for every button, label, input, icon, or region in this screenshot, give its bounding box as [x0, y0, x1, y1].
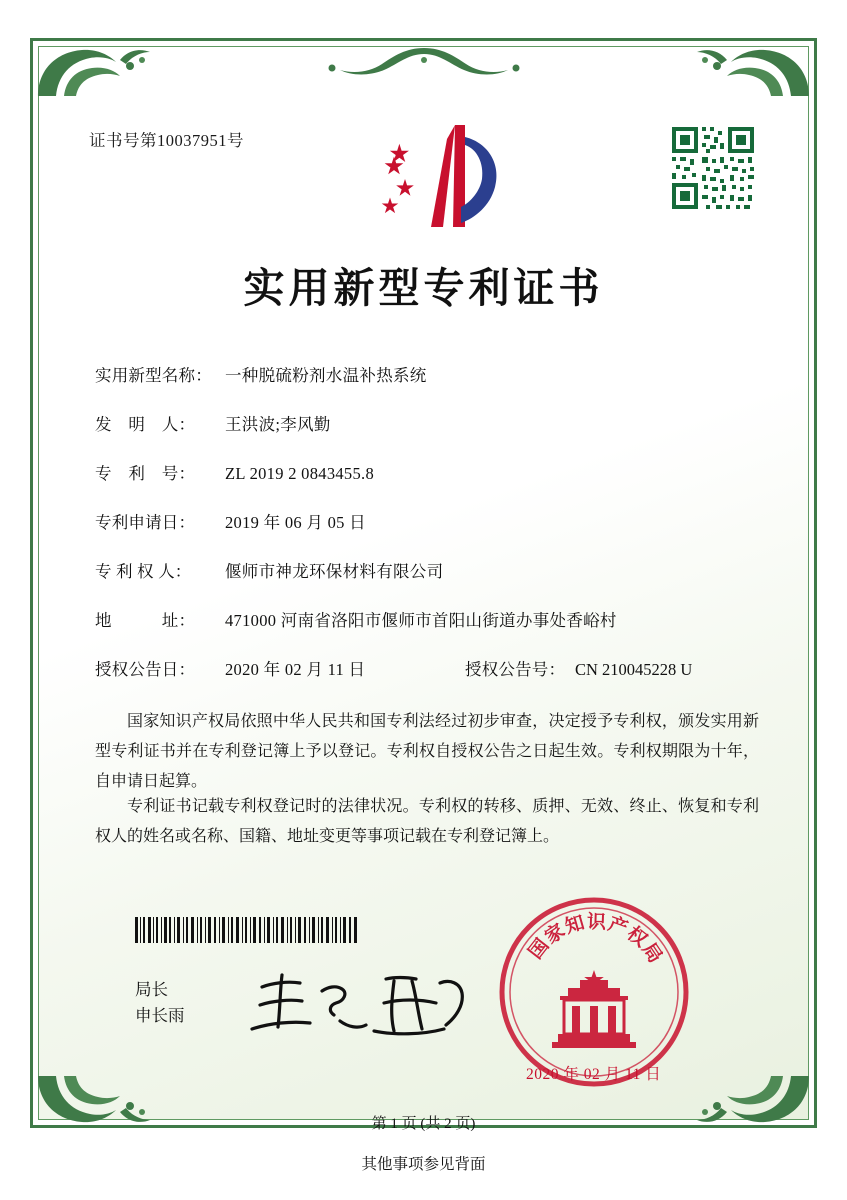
- svg-text:家: 家: [540, 919, 569, 949]
- field-label: 授权公告日：: [95, 660, 196, 679]
- footnote: 其他事项参见背面: [361, 1156, 486, 1173]
- legal-paragraph-1: 国家知识产权局依照中华人民共和国专利法经过初步审查，决定授予专利权，颁发实用新型专利证书并在专利登记簿上予以登记。专利权自授权公告之日起生效。专利权期限为十年，自申请日起算。: [95, 713, 759, 790]
- field-value: 一种脱硫粉剂水温补热系统: [225, 366, 427, 385]
- field-label: 实用新型名称：: [95, 366, 212, 385]
- svg-text:国: 国: [524, 934, 554, 964]
- field-value: 偃师市神龙环保材料有限公司: [225, 562, 444, 581]
- handwritten-signature-icon: [244, 965, 474, 1045]
- field-label: 专利申请日：: [95, 513, 196, 532]
- svg-text:产: 产: [605, 912, 631, 940]
- field-patentee: [95, 558, 755, 582]
- field-patent-number: [95, 460, 755, 484]
- field-invention-name: [95, 362, 755, 386]
- director-name: 申长雨: [135, 1006, 185, 1025]
- field-value: 2020 年 02 月 11 日: [225, 660, 366, 679]
- field-list: [95, 362, 755, 705]
- field-value: 2019 年 06 月 05 日: [225, 513, 366, 532]
- field-value: 471000 河南省洛阳市偃师市首阳山街道办事处香峪村: [225, 611, 617, 630]
- qr-code-icon: [670, 125, 756, 211]
- field-application-date: [95, 509, 755, 533]
- field-label-secondary: 授权公告号：: [465, 660, 566, 679]
- svg-text:知: 知: [562, 911, 587, 938]
- page-title: 实用新型专利证书: [243, 264, 604, 312]
- field-value-secondary: CN 210045228 U: [575, 660, 693, 679]
- certificate-number: 证书号第10037951号: [89, 131, 244, 150]
- certificate-content: [39, 47, 808, 1132]
- legal-paragraph-2: 专利证书记载专利权登记时的法律状况。专利权的转移、质押、无效、终止、恢复和专利权人的姓名或名称、国籍、地址变更等事项记载在专利登记簿上。: [95, 798, 759, 845]
- field-value: 王洪波;李风勤: [225, 415, 331, 434]
- page-indicator: 第 1 页 (共 2 页): [371, 1116, 476, 1132]
- svg-text:权: 权: [622, 922, 652, 952]
- field-label: 地 址：: [95, 611, 196, 630]
- field-label: 专 利 权 人：: [95, 562, 192, 581]
- field-inventor: [95, 411, 755, 435]
- seal-date: 2020 年 02 月 11 日: [526, 1066, 662, 1083]
- director-block: [135, 977, 185, 1029]
- field-label: 专 利 号：: [95, 464, 196, 483]
- field-label: 发 明 人：: [95, 415, 196, 434]
- director-label: 局长: [135, 980, 168, 999]
- cnipa-logo-icon: [369, 119, 504, 234]
- field-value: ZL 2019 2 0843455.8: [225, 464, 374, 483]
- field-grant-announcement: [95, 656, 755, 680]
- svg-text:局: 局: [637, 938, 667, 967]
- svg-text:识: 识: [586, 910, 607, 934]
- field-address: [95, 607, 755, 631]
- barcode-icon: [135, 917, 360, 943]
